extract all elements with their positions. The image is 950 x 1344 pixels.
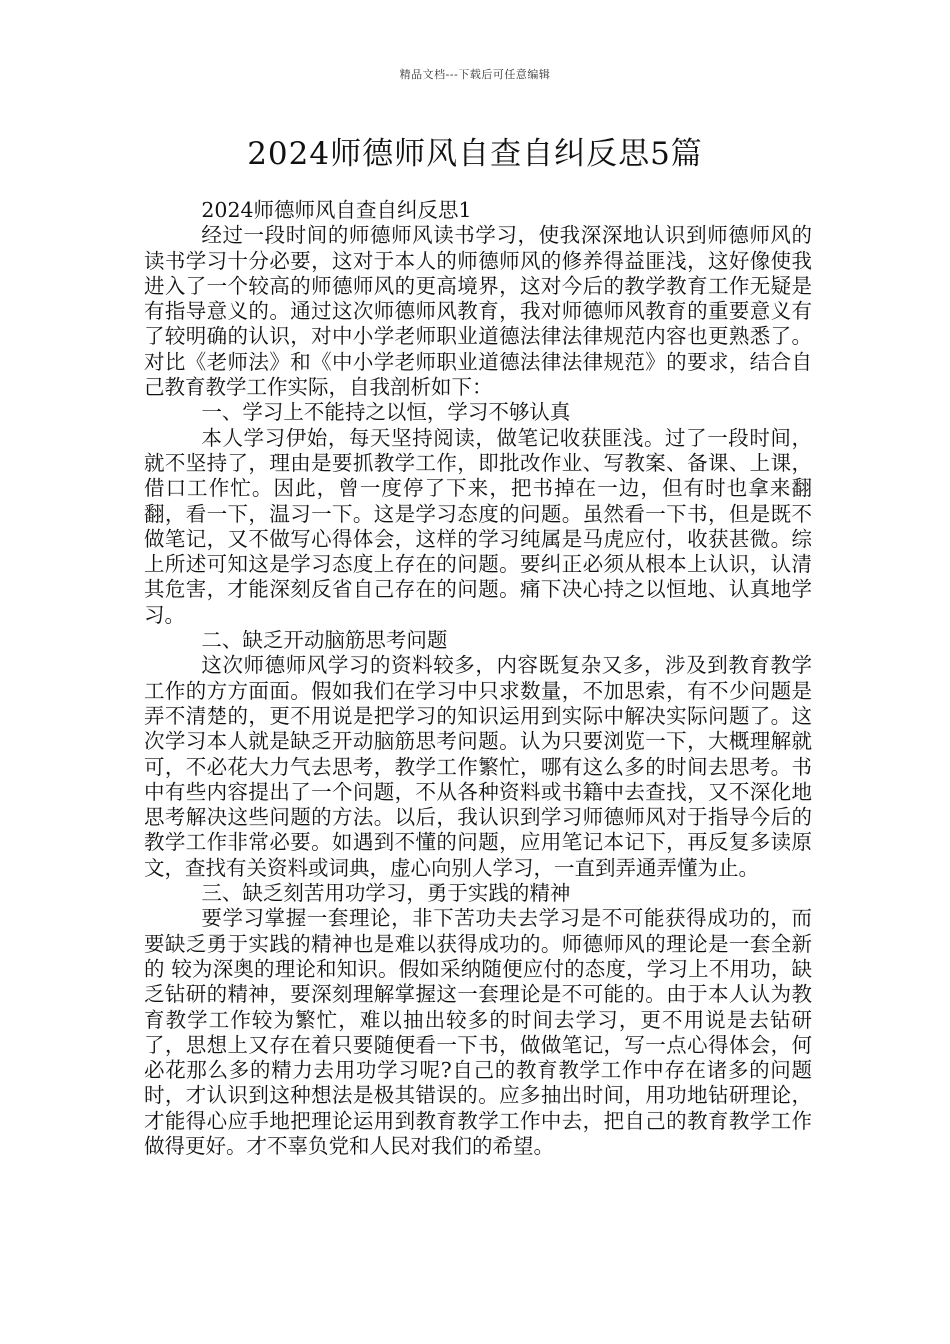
paragraph: 经过一段时间的师德师风读书学习，使我深深地认识到师德师风的读书学习十分必要，这对于本人的师德师风的修养得益匪浅，这好像使我进入了一个较高的师德师风的更高境界，这对今后的教学教育工作无疑是有指导意义的。通过这次师德师风教育，我对师德师风教育的重要意义有了较明确的认识，对中小学老师职业道德法律法律规范内容也更熟悉了。对比《老师法》和《中小学老师职业道德法律法律规范》的要求，结合自己教育教学工作实际，自我剖析如下： [144, 223, 812, 400]
section-heading: 三、缺乏刻苦用功学习，勇于实践的精神 [201, 881, 571, 906]
section-heading: 二、缺乏开动脑筋思考问题 [201, 628, 448, 653]
paragraph: 这次师德师风学习的资料较多，内容既复杂又多，涉及到教育教学工作的方方面面。假如我们在学习中只求数量，不加思索，有不少问题是弄不清楚的，更不用说是把学习的知识运用到实际中解决实际问题了。这次学习本人就是缺乏开动脑筋思考问题。认为只要浏览一下，大概理解就可，不必花大力气去思考，教学工作繁忙，哪有这么多的时间去思考。书中有些内容提出了一个问题，不从各种资料或书籍中去查找，又不深化地思考解决这些问题的方法。以后，我认识到学习师德师风对于指导今后的教学工作非常必要。如遇到不懂的问题，应用笔记本记下，再反复多读原文，查找有关资料或词典，虚心向别人学习，一直到弄通弄懂为止。 [144, 653, 812, 880]
paragraph: 要学习掌握一套理论，非下苦功夫去学习是不可能获得成功的，而要缺乏勇于实践的精神也是难以获得成功的。师德师风的理论是一套全新的 较为深奥的理论和知识。假如采纳随便应付的态度，学习上不用功，缺乏钻研的精神，要深刻理解掌握这一套理论是不可能的。由于本人认为教育教学工作较为繁忙，难以抽出较多的时间去学习，更不用说是去钻研了，思想上又存在着只要随便看一下书，做做笔记，写一点心得体会，何必花那么多的精力去用功学习呢?自己的教育教学工作中存在诸多的问题时，才认识到这种想法是极其错误的。应多抽出时间，用功地钻研理论，才能得心应手地把理论运用到教育教学工作中去，把自己的教育教学工作做得更好。才不辜负党和人民对我们的希望。 [144, 906, 812, 1158]
header-note: 精品文档---下载后可任意编辑 [399, 68, 551, 81]
document-title: 2024师德师风自查自纠反思5篇 [247, 136, 703, 172]
document-body [144, 198, 812, 1159]
paragraph: 本人学习伊始，每天坚持阅读，做笔记收获匪浅。过了一段时间，就不坚持了，理由是要抓教学工作，即批改作业、写教案、备课、上课，借口工作忙。因此，曾一度停了下来，把书掉在一边，但有时也拿来翻翻，看一下，温习一下。这是学习态度的问题。虽然看一下书，但是既不做笔记，又不做写心得体会，这样的学习纯属是马虎应付，收获甚微。综上所述可知这是学习态度上存在的问题。要纠正必须从根本上认识，认清其危害，才能深刻反省自己存在的问题。痛下决心持之以恒地、认真地学习。 [144, 425, 812, 627]
section-heading: 一、学习上不能持之以恒，学习不够认真 [201, 400, 571, 425]
section-heading: 2024师德师风自查自纠反思1 [201, 198, 472, 222]
